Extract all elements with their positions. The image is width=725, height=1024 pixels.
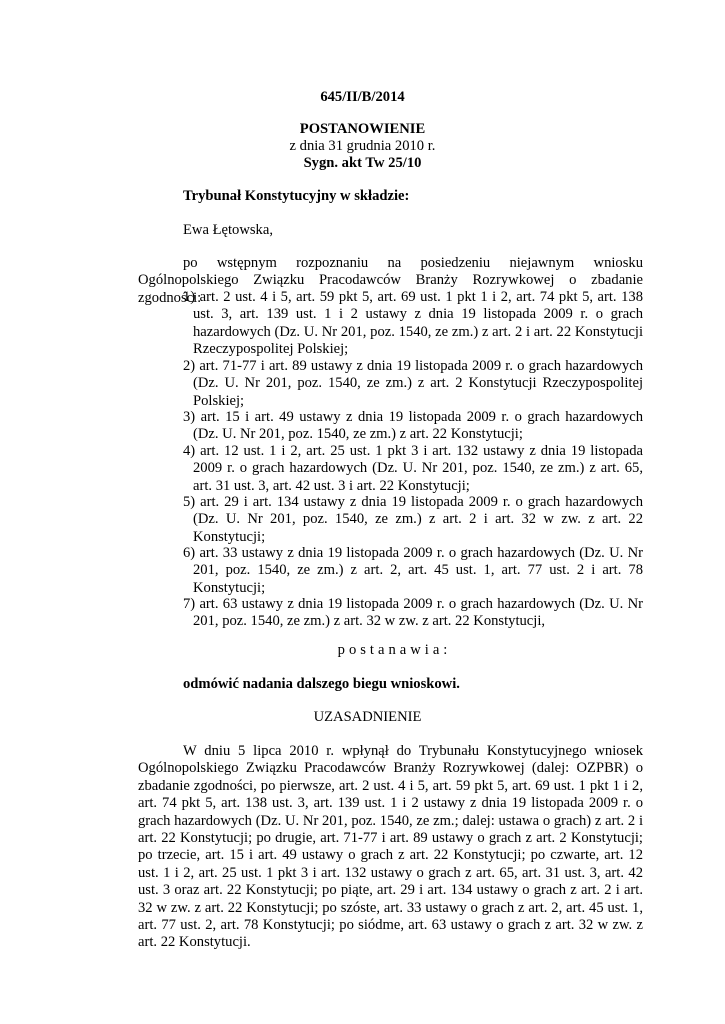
list-item: 3) art. 15 i art. 49 ustawy z dnia 19 listopada 2009 r. o grach hazardowych (Dz. U. Nr 201, poz. 1540, ze zm.) z art. 22 Konstytucji; <box>183 409 643 443</box>
document-title: POSTANOWIENIE <box>299 121 426 137</box>
judge-name: Ewa Łętowska, <box>183 222 273 238</box>
list-item: 1) art. 2 ust. 4 i 5, art. 59 pkt 5, art. 69 ust. 1 pkt 1 i 2, art. 74 pkt 5, art. 138 ust. 3, art. 139 ust. 1 i 2 ustawy z dnia 19 listopada 2009 r. o grach hazardowych (Dz. U. Nr 201, poz. 1540, ze zm.) z art. 2 i art. 22 Konstytucji Rzeczypospolitej Polskiej; <box>183 289 643 358</box>
intro-paragraph: po wstępnym rozpoznaniu na posiedzeniu niejawnym wniosku Ogólnopolskiego Związku Pracodawców Branży Rozrywkowej o zbadanie zgodności: <box>138 255 643 306</box>
decision-heading: postanawia: <box>337 642 452 658</box>
list-item: 4) art. 12 ust. 1 i 2, art. 25 ust. 1 pkt 3 i art. 132 ustawy z dnia 19 listopada 2009 r. o grach hazardowych (Dz. U. Nr 201, poz. 1540, ze zm.) z art. 65, art. 31 ust. 3, art. 42 ust. 3 i art. 22 Konstytucji; <box>183 443 643 494</box>
list-item: 6) art. 33 ustawy z dnia 19 listopada 2009 r. o grach hazardowych (Dz. U. Nr 201, poz. 1540, ze zm.) z art. 2, art. 45 ust. 1, art. 77 ust. 2 i art. 78 Konstytucji; <box>183 545 643 596</box>
document-date: z dnia 31 grudnia 2010 r. <box>289 138 436 154</box>
list-item: 2) art. 71-77 i art. 89 ustawy z dnia 19 listopada 2009 r. o grach hazardowych (Dz. U. Nr 201, poz. 1540, ze zm.) z art. 2 Konstytucji Rzeczypospolitej Polskiej; <box>183 358 643 409</box>
justification-paragraph: W dniu 5 lipca 2010 r. wpłynął do Trybunału Konstytucyjnego wniosek Ogólnopolskiego Związku Pracodawców Branży Rozrywkowej (dalej: OZPBR) o zbadanie zgodności, po pierwsze, art. 2 ust. 4 i 5, art. 59 pkt 5, art. 69 ust. 1 pkt 1 i 2, art. 74 pkt 5, art. 138 ust. 3, art. 139 ust. 1 i 2 ustawy z dnia 19 listopada 2009 r. o grach hazardowych (Dz. U. Nr 201, poz. 1540, ze zm.; dalej: ustawa o grach) z art. 2 i art. 22 Konstytucji; po drugie, art. 71-77 i art. 89 ustawy o grach z art. 2 Konstytucji; po trzecie, art. 15 i art. 49 ustawy o grach z art. 22 Konstytucji; po czwarte, art. 12 ust. 1 i 2, art. 25 ust. 1 pkt 3 i art. 132 ustawy o grach z art. 65, art. 31 ust. 3, art. 42 ust. 3 oraz art. 22 Konstytucji; po piąte, art. 29 i art. 134 ustawy o grach z art. 2 i art. 32 w zw. z art. 22 Konstytucji; po szóste, art. 33 ustawy o grach z art. 2, art. 45 ust. 1, art. 77 ust. 2, art. 78 Konstytucji; po siódme, art. 63 ustawy o grach z art. 32 w zw. z art. 22 Konstytucji. <box>138 743 643 951</box>
composition-heading: Trybunał Konstytucyjny w składzie: <box>183 188 410 204</box>
decision-text: odmówić nadania dalszego biegu wnioskowi. <box>183 676 460 692</box>
document-number: 645/II/B/2014 <box>320 89 405 105</box>
list-item: 5) art. 29 i art. 134 ustawy z dnia 19 listopada 2009 r. o grach hazardowych (Dz. U. Nr 201, poz. 1540, ze zm.) z art. 2 i art. 32 w zw. z art. 22 Konstytucji; <box>183 494 643 545</box>
list-item: 7) art. 63 ustawy z dnia 19 listopada 2009 r. o grach hazardowych (Dz. U. Nr 201, poz. 1540, ze zm.) z art. 32 w zw. z art. 22 Konstytucji, <box>183 596 643 630</box>
justification-heading: UZASADNIENIE <box>313 709 422 725</box>
case-signature: Sygn. akt Tw 25/10 <box>303 155 422 171</box>
